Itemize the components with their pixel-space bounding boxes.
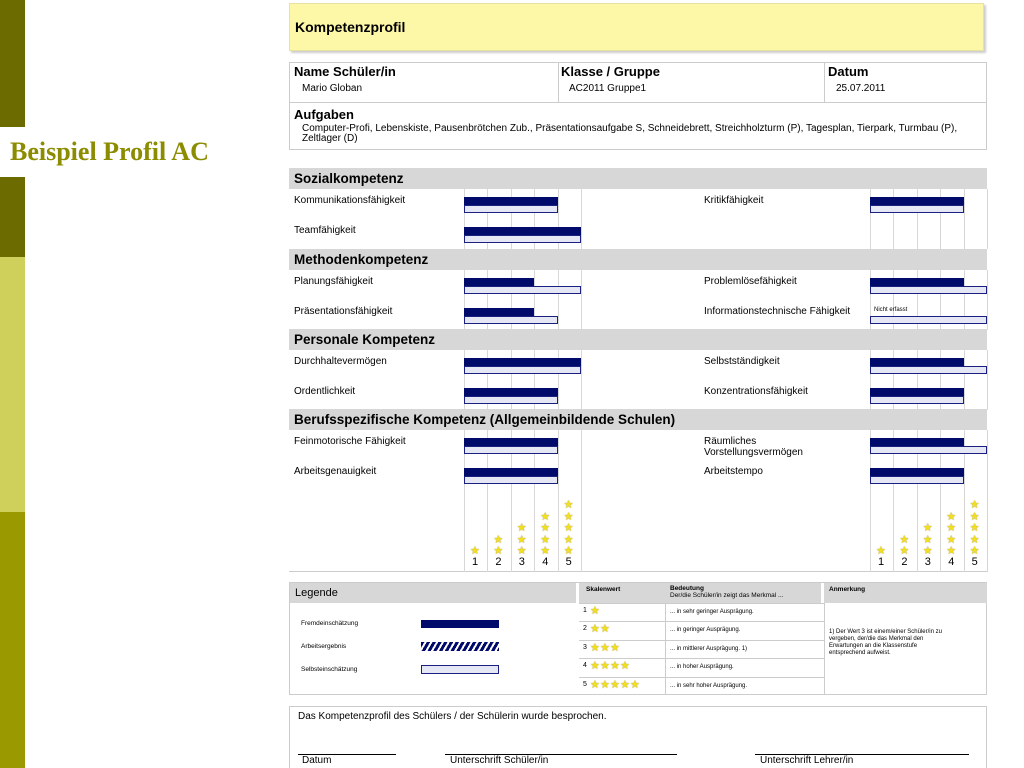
competence-label: Räumliches Vorstellungsvermögen [704, 436, 803, 458]
grid-line [581, 350, 582, 410]
not-assessed-note: Nicht erfasst [874, 307, 908, 313]
name-label: Name Schüler/in [294, 64, 396, 79]
star-icon: ★ [590, 660, 600, 673]
grid-line [511, 490, 512, 572]
info-box [289, 62, 987, 150]
bar-selbsteinschaetzung [870, 316, 987, 324]
grid-line [893, 490, 894, 572]
competence-label: Problemlösefähigkeit [704, 276, 797, 287]
competence-label: Arbeitstempo [704, 466, 763, 477]
sig-teacher-label: Unterschrift Lehrer/in [760, 755, 854, 766]
grid-line [987, 270, 988, 330]
star-icon: ★ [969, 533, 980, 546]
star-icon: ★ [899, 545, 910, 557]
star-icon: ★ [630, 678, 640, 691]
bar-selbsteinschaetzung [464, 366, 581, 374]
legend-bar-arbeit [421, 642, 499, 651]
competence-label: Selbstständigkeit [704, 356, 780, 367]
scale-number: 4 [542, 556, 549, 568]
legend-bar-fremd [421, 620, 499, 628]
star-icon: ★ [946, 522, 957, 534]
scale-number: 4 [948, 556, 955, 568]
star-icon: ★ [610, 678, 620, 691]
legend-item-arbeit: Arbeitsergebnis [301, 643, 347, 650]
competence-label: Ordentlichkeit [294, 386, 356, 397]
star-icon: ★ [540, 522, 551, 534]
grid-line [917, 490, 918, 572]
legend-meaning: ... in hoher Ausprägung. [670, 664, 734, 671]
legend-item-fremd: Fremdeinschätzung [301, 620, 359, 627]
star-icon: ★ [946, 545, 957, 557]
scale-number: 3 [924, 556, 931, 568]
star-icon: ★ [563, 522, 574, 534]
competence-label: Arbeitsgenauigkeit [294, 466, 377, 477]
bar-selbsteinschaetzung [464, 396, 558, 404]
legend-title: Legende [295, 587, 338, 599]
star-icon: ★ [899, 533, 910, 546]
star-icon: ★ [563, 545, 574, 557]
star-icon: ★ [563, 510, 574, 523]
star-icon: ★ [969, 522, 980, 534]
star-icon: ★ [516, 533, 527, 546]
legend-scale-number: 2 [583, 625, 587, 633]
legend-col-meaning: Bedeutung [670, 585, 704, 592]
star-icon: ★ [969, 499, 980, 511]
star-icon: ★ [600, 641, 610, 654]
footer-statement: Das Kompetenzprofil des Schülers / der Schülerin wurde besprochen. [298, 711, 607, 722]
divider [824, 603, 825, 695]
competence-label: Durchhaltevermögen [294, 356, 387, 367]
legend-meaning: ... in geringer Ausprägung. [670, 627, 741, 634]
grid-line [987, 350, 988, 410]
legend-meaning: ... in sehr hoher Ausprägung. [670, 682, 748, 689]
profile-header [289, 3, 984, 51]
grid-line [964, 350, 965, 410]
legend-scale-number: 4 [583, 662, 587, 670]
competence-label: Feinmotorische Fähigkeit [294, 436, 406, 447]
legend-col-meaning-sub: Der/die Schüler/in zeigt das Merkmal ... [670, 592, 784, 599]
star-icon: ★ [946, 510, 957, 523]
star-icon: ★ [493, 545, 504, 557]
bar-selbsteinschaetzung [464, 476, 558, 484]
star-icon: ★ [600, 678, 610, 691]
deco-bar-top [0, 0, 25, 127]
grid-line [464, 490, 465, 572]
grid-line [581, 189, 582, 249]
grid-line [581, 490, 582, 572]
star-icon: ★ [590, 623, 600, 636]
divider [665, 603, 666, 695]
star-icon: ★ [620, 678, 630, 691]
section-title: Personale Kompetenz [289, 329, 987, 350]
competence-label: Informationstechnische Fähigkeit [704, 306, 851, 317]
legend-item-selbst: Selbsteinschätzung [301, 666, 358, 673]
star-icon: ★ [969, 510, 980, 523]
scale-number: 1 [878, 556, 885, 568]
star-icon: ★ [969, 545, 980, 557]
star-icon: ★ [563, 533, 574, 546]
grid-line [964, 189, 965, 249]
star-icon: ★ [516, 522, 527, 534]
scale-number: 1 [472, 556, 479, 568]
star-icon: ★ [590, 678, 600, 691]
legend-scale-number: 1 [583, 607, 587, 614]
star-icon: ★ [470, 545, 480, 557]
star-icon: ★ [590, 641, 600, 654]
section-title: Sozialkompetenz [289, 168, 987, 189]
star-icon: ★ [600, 660, 610, 673]
bar-selbsteinschaetzung [464, 316, 558, 324]
competence-label: Präsentationsfähigkeit [294, 306, 393, 317]
date-label: Datum [828, 64, 869, 79]
star-icon: ★ [540, 533, 551, 546]
competence-label: Konzentrationsfähigkeit [704, 386, 808, 397]
bar-selbsteinschaetzung [464, 286, 581, 294]
deco-bar-4 [0, 512, 25, 768]
star-icon: ★ [590, 605, 600, 617]
star-icon: ★ [540, 545, 551, 557]
slide-title: Beispiel Profil AC [10, 137, 209, 166]
class-label: Klasse / Gruppe [561, 64, 660, 79]
star-icon: ★ [563, 499, 574, 511]
bar-selbsteinschaetzung [464, 446, 558, 454]
grid-line [870, 490, 871, 572]
competence-label: Teamfähigkeit [294, 225, 356, 236]
profile-title: Kompetenzprofil [295, 19, 406, 35]
scale-number: 5 [971, 556, 978, 568]
bar-selbsteinschaetzung [870, 476, 964, 484]
star-icon: ★ [493, 533, 504, 546]
legend-col-scale: Skalenwert [586, 586, 621, 593]
grid-line [964, 490, 965, 572]
section-title: Methodenkompetenz [289, 249, 987, 270]
grid-line [581, 270, 582, 330]
sig-date-label: Datum [302, 755, 332, 766]
grid-line [558, 270, 559, 330]
scale-number: 3 [518, 556, 525, 568]
grid-line [940, 490, 941, 572]
divider [824, 63, 825, 103]
legend-box [289, 582, 987, 695]
divider [558, 63, 559, 103]
tasks-value: Computer-Profi, Lebenskiste, Pausenbrötchen Zub., Präsentationsaufgabe S, Schneidebrett, Streichholzturm (P), Tagesplan, Tierpark, Turmbau (P), Zeltlager (D) [302, 123, 958, 144]
bar-selbsteinschaetzung [464, 205, 558, 213]
grid-line [558, 490, 559, 572]
legend-col-note: Anmerkung [829, 586, 866, 593]
star-icon: ★ [516, 545, 527, 557]
bar-selbsteinschaetzung [870, 205, 964, 213]
scale-number: 2 [495, 556, 502, 568]
section-title: Berufsspezifische Kompetenz (Allgemeinbildende Schulen) [289, 409, 987, 430]
star-icon: ★ [600, 623, 610, 636]
bar-selbsteinschaetzung [870, 286, 987, 294]
grid-line [987, 189, 988, 249]
legend-bar-selbst [421, 665, 499, 674]
signature-box [289, 706, 987, 768]
grid-line [987, 490, 988, 572]
competence-label: Kommunikationsfähigkeit [294, 195, 406, 206]
bar-selbsteinschaetzung [870, 396, 964, 404]
scale-number: 2 [901, 556, 908, 568]
star-icon: ★ [620, 660, 630, 673]
sig-student-label: Unterschrift Schüler/in [450, 755, 549, 766]
date-value: 25.07.2011 [836, 83, 886, 94]
legend-scale-number: 3 [583, 643, 587, 651]
bar-selbsteinschaetzung [870, 366, 987, 374]
star-icon: ★ [922, 545, 933, 557]
star-icon: ★ [922, 522, 933, 534]
name-value: Mario Globan [302, 83, 363, 94]
competence-label: Planungsfähigkeit [294, 276, 373, 287]
scale-number: 5 [565, 556, 572, 568]
legend-meaning: ... in sehr geringer Ausprägung. [670, 609, 754, 615]
star-icon: ★ [540, 510, 551, 523]
grid-line [534, 490, 535, 572]
legend-meaning: ... in mittlerer Ausprägung. 1) [670, 645, 748, 652]
star-icon: ★ [922, 533, 933, 546]
legend-scale-number: 5 [583, 680, 587, 688]
deco-bar-2 [0, 177, 25, 257]
star-icon: ★ [876, 545, 886, 557]
tasks-label: Aufgaben [294, 107, 354, 122]
star-icon: ★ [946, 533, 957, 546]
legend-note: 1) Der Wert 3 ist einem/einer Schüler/in zu vergeben, der/die das Merkmal den Erwartungen an die Klassenstufe entsprechend aufweist. [829, 629, 942, 656]
competence-label: Kritikfähigkeit [704, 195, 764, 206]
bar-selbsteinschaetzung [870, 446, 987, 454]
class-value: AC2011 Gruppe1 [569, 83, 647, 94]
bar-selbsteinschaetzung [464, 235, 581, 243]
star-icon: ★ [610, 641, 620, 654]
deco-bar-3 [0, 257, 25, 512]
grid-line [487, 490, 488, 572]
star-icon: ★ [610, 660, 620, 673]
